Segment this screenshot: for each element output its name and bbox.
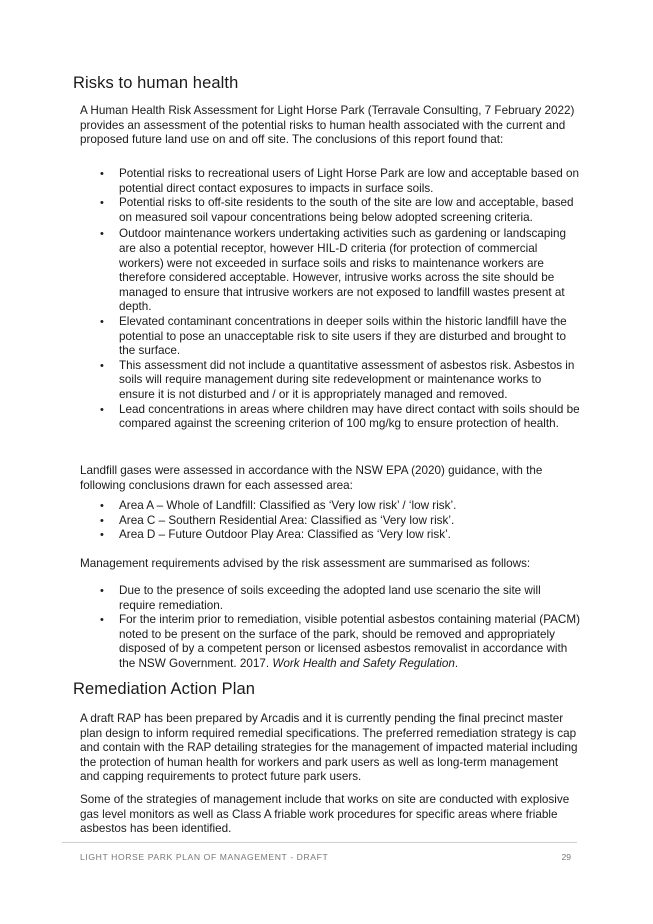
list-item: • Potential risks to recreational users of Light Horse Park are low and acceptable based on potential direct contact exposures to impacts in surface soils. [80,167,580,196]
regulation-citation: Work Health and Safety Regulation [272,656,455,670]
landfill-areas-list [80,499,580,543]
page-number: 29 [561,852,571,862]
list-item [80,613,580,671]
management-list [80,584,580,672]
list-item: • Due to the presence of soils exceeding the adopted land use scenario the site will require remediation. [80,584,580,613]
list-item: • Area C – Southern Residential Area: Classified as ‘Very low risk’. [80,514,580,529]
list-item: • Outdoor maintenance workers undertaking activities such as gardening or landscaping are also a potential receptor, however HIL-D criteria (for protection of commercial workers) were not exceeded in surface soils and risks to maintenance workers are therefore considered acceptable. However, intrusive works across the site should be managed to ensure that intrusive workers are not exposed to landfill wastes present at depth. [80,227,580,315]
pacm-text-end: . [454,656,459,670]
list-item: • Area A – Whole of Landfill: Classified as ‘Very low risk’ / ‘low risk’. [80,499,580,514]
landfill-gas-paragraph: Landfill gases were assessed in accordance with the NSW EPA (2020) guidance, with the following conclusions drawn for each assessed area: [80,464,543,492]
footer-title: LIGHT HORSE PARK PLAN OF MANAGEMENT - DRAFT [80,852,329,862]
rap-paragraph: A draft RAP has been prepared by Arcadis and it is currently pending the final precinct master plan design to inform required remedial specifications. The preferred remediation strategy is cap and contain with the RAP detailing strategies for the management of impacted material including the protection of human health for workers and park users as well as long-term management and capping requirements to protect future park users. [80,712,578,784]
section-heading-remediation: Remediation Action Plan [73,680,256,698]
pacm-text: For the interim prior to remediation, visible potential asbestos containing material (PACM) noted to be present on the surface of the park, should be removed and appropriately disposed of by a competent person or licensed asbestos removalist in accordance with the NSW Government. 2017. [119,613,580,670]
list-item: • This assessment did not include a quantitative assessment of asbestos risk. Asbestos in soils will require management during site redevelopment or maintenance works to ensure it is not disturbed and / or it is appropriately managed and removed. [80,359,580,403]
management-paragraph: Management requirements advised by the risk assessment are summarised as follows: [80,557,531,570]
list-item: • Elevated contaminant concentrations in deeper soils within the historic landfill have the potential to pose an unacceptable risk to site users if they are disturbed and brought to the surface. [80,315,580,359]
risk-conclusions-list [80,167,580,432]
strategies-paragraph: Some of the strategies of management include that works on site are conducted with explosive gas level monitors as well as Class A friable work procedures for specific areas where friable asbestos has been identified. [80,793,570,836]
section-heading-risks: Risks to human health [73,74,239,92]
footer-divider [62,842,577,843]
intro-paragraph: A Human Health Risk Assessment for Light Horse Park (Terravale Consulting, 7 February 2022) provides an assessment of the potential risks to human health associated with the current and proposed future land use on and off site. The conclusions of this report found that: [80,104,575,147]
list-item: • Lead concentrations in areas where children may have direct contact with soils should be compared against the screening criterion of 100 mg/kg to ensure protection of health. [80,403,580,432]
list-item: • Area D – Future Outdoor Play Area: Classified as ‘Very low risk’. [80,528,580,543]
list-item: • Potential risks to off-site residents to the south of the site are low and acceptable, based on measured soil vapour concentrations being below adopted screening criteria. [80,196,580,225]
